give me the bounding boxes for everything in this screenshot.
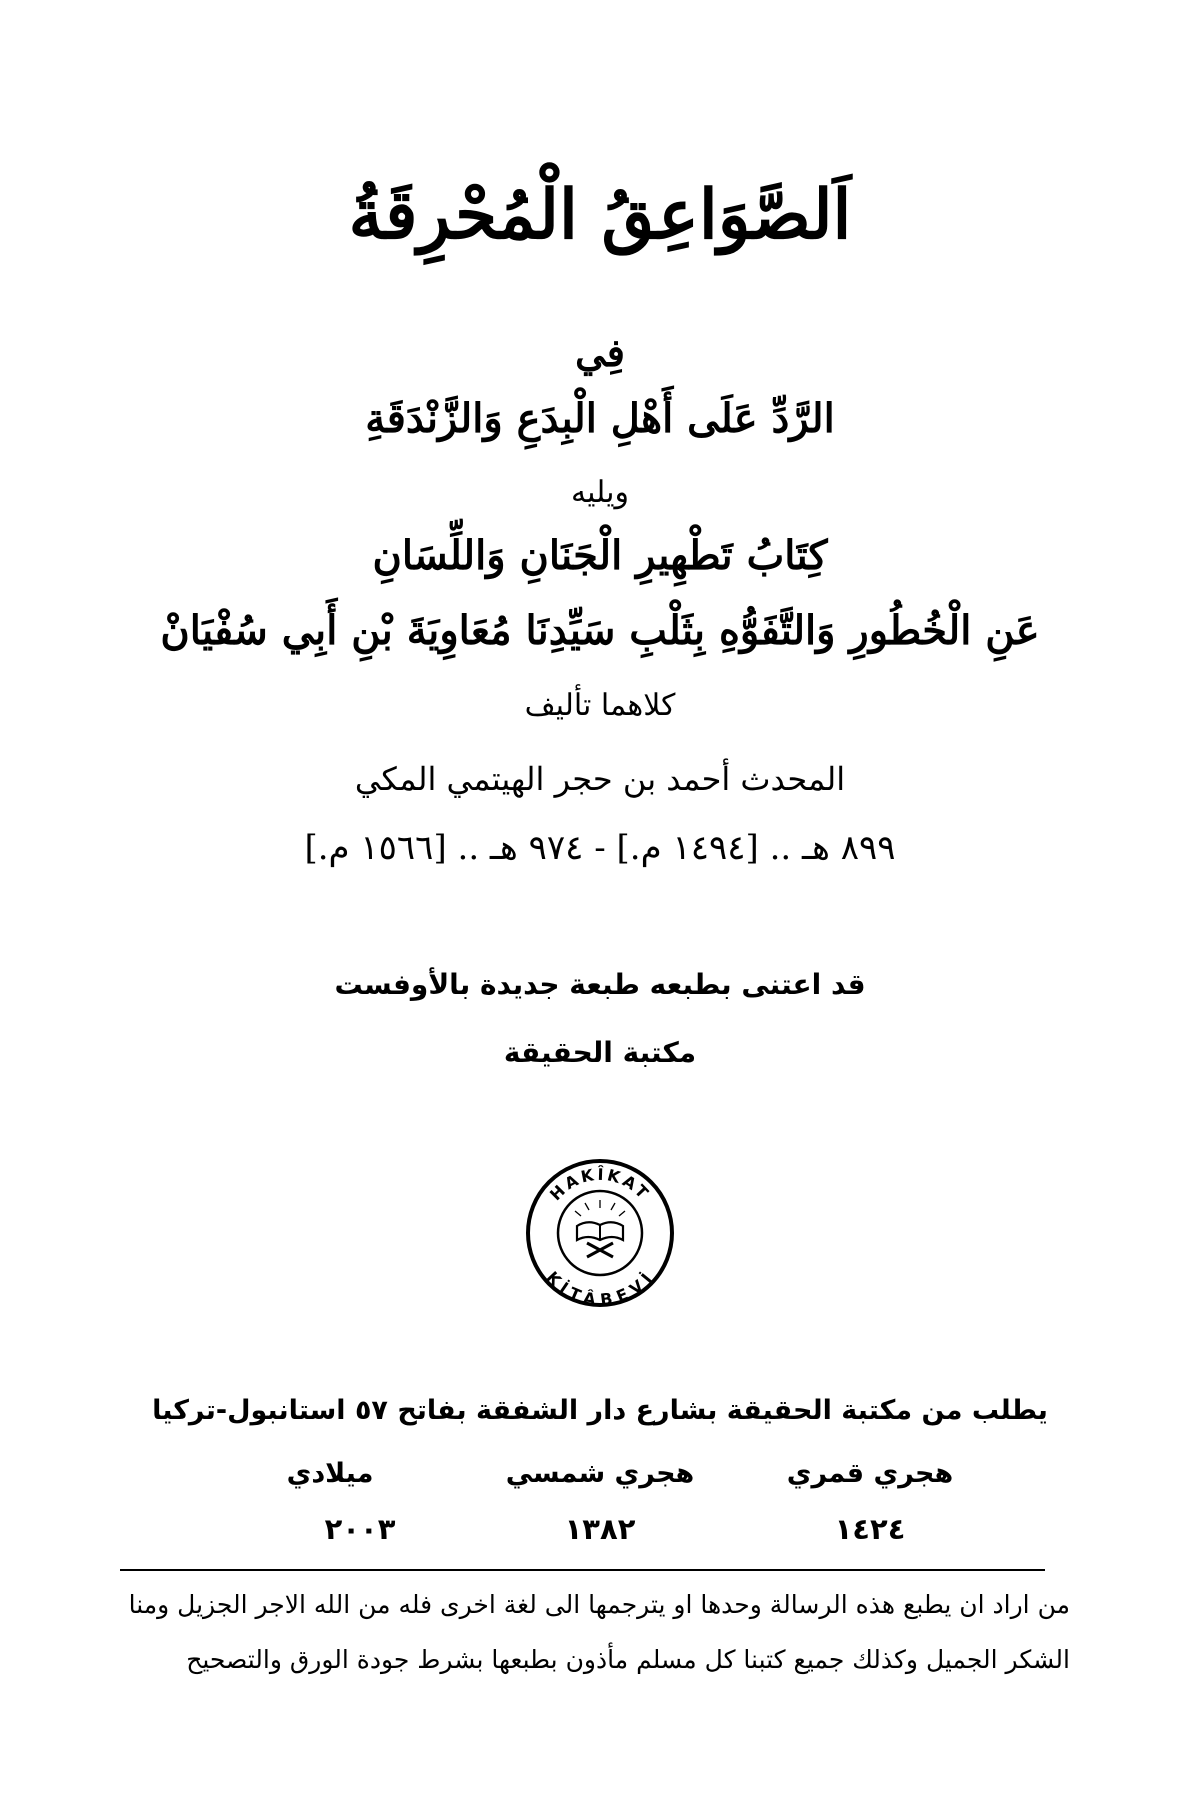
publisher-name: مكتبة الحقيقة bbox=[503, 1036, 697, 1069]
followed-by-label: ويليه bbox=[571, 475, 629, 510]
calendar-labels-row bbox=[200, 1458, 1000, 1498]
order-address: يطلب من مكتبة الحقيقة بشارع دار الشفقة بفاتح ٥٧ استانبول-تركيا bbox=[152, 1395, 1048, 1426]
year-gregorian: ٢٠٠٣ bbox=[324, 1512, 396, 1546]
permission-note-line-1: من اراد ان يطبع هذه الرسالة وحدها او يترجمها الى لغة اخرى فله من الله الاجر الجزيل ومنا bbox=[128, 1590, 1070, 1619]
both-authored-label: كلاهما تأليف bbox=[524, 688, 676, 723]
seal-text-bottom: KİTÂBEVİ bbox=[542, 1267, 658, 1308]
year-hijri-solar: ١٣٨٢ bbox=[564, 1512, 636, 1546]
footer-divider bbox=[120, 1569, 1045, 1571]
label-hijri-lunar: هجري قمري bbox=[786, 1458, 954, 1489]
subtitle-first-work: الرَّدِّ عَلَى أَهْلِ الْبِدَعِ وَالزَّنْدَقَةِ bbox=[365, 395, 835, 442]
publisher-logo bbox=[525, 1158, 675, 1308]
hakikat-kitabevi-seal bbox=[525, 1158, 675, 1308]
svg-text:KİTÂBEVİ bbox=[543, 1268, 658, 1308]
seal-text-top: HAKÎKAT bbox=[546, 1164, 655, 1205]
subtitle-second-work-continued: عَنِ الْخُطُورِ وَالتَّفَوُّهِ بِثَلْبِ سَيِّدِنَا مُعَاوِيَةَ بْنِ أَبِي سُفْيَانْ bbox=[160, 607, 1040, 654]
title-preposition: فِي bbox=[575, 330, 625, 375]
year-hijri-lunar: ١٤٢٤ bbox=[834, 1512, 906, 1546]
author-dates: ٨٩٩ هـ .. [١٤٩٤ م.] - ٩٧٤ هـ .. [١٥٦٦ م.] bbox=[304, 828, 896, 868]
calendar-years-row bbox=[200, 1512, 1000, 1552]
open-quran-book-icon bbox=[575, 1200, 625, 1257]
label-hijri-solar: هجري شمسي bbox=[505, 1458, 695, 1489]
subtitle-second-work: كِتَابُ تَطْهِيرِ الْجَنَانِ وَاللِّسَانِ bbox=[372, 532, 828, 579]
book-title: اَلصَّوَاعِقُ الْمُحْرِقَةُ bbox=[348, 175, 852, 255]
label-gregorian: ميلادي bbox=[286, 1458, 374, 1489]
permission-note-line-2: الشكر الجميل وكذلك جميع كتبنا كل مسلم مأذون بطبعها بشرط جودة الورق والتصحيح bbox=[186, 1645, 1070, 1674]
author-name: المحدث أحمد بن حجر الهيتمي المكي bbox=[354, 760, 846, 798]
edition-note: قد اعتنى بطبعه طبعة جديدة بالأوفست bbox=[334, 968, 866, 1001]
